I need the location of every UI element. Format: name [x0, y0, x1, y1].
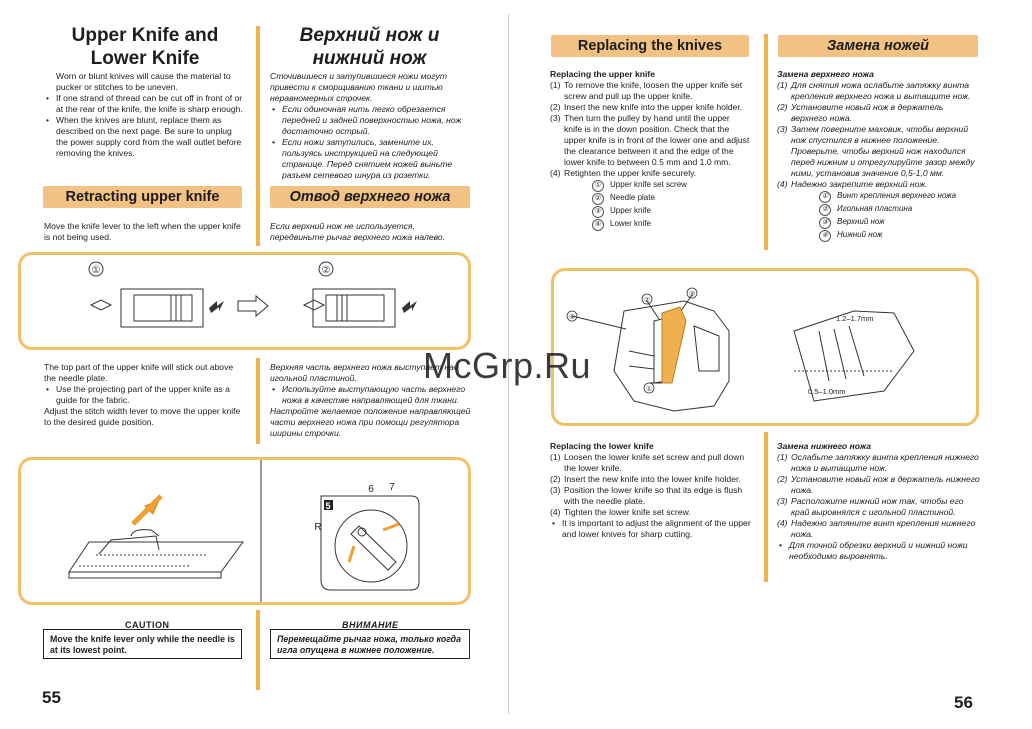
upper-step-ru-2-text: Установите новый нож в держатель верхнего ножа. [791, 102, 944, 123]
lower-bullet-en: • It is important to adjust the alignment of the upper and lower knives for sharp cutting. [550, 518, 753, 540]
part-en-1-num: ① [592, 180, 604, 192]
intro-ru [270, 71, 470, 181]
upper-knife-heading-en: Replacing the upper knife [550, 69, 656, 79]
guide-en [44, 362, 244, 428]
upper-step-ru-4-text: Надежно закрепите верхний нож. [791, 179, 928, 189]
caution-box-ru: Перемещайте рычаг ножа, только когда игла опущена в нижнее положение. [270, 629, 470, 659]
banner-replace-ru: Замена ножей [778, 35, 978, 57]
upper-step-ru-1 [777, 80, 982, 102]
retract-ru: Если верхний нож не используется, передвиньте рычаг верхнего ножа налево. [270, 221, 446, 242]
banner-replace-en: Replacing the knives [551, 35, 749, 57]
fig3-label-4: ④ [568, 314, 576, 321]
intro-en [44, 71, 244, 159]
guide-en-bullet: • Use the projecting part of the upper knife as a guide for the fabric. [44, 384, 244, 406]
bullet-en-2: • When the knives are blunt, replace them as described on the next page. Be sure to unplug the power supply cord from the wall outlet before removing the knives. [44, 115, 244, 159]
part-ru-4-num: ④ [819, 230, 831, 242]
part-en-4-num: ④ [592, 219, 604, 231]
part-ru-2-text: Игольная пластина [837, 204, 913, 213]
upper-step-en-3-text: Then turn the pulley by hand until the upper knife is in the down position. Check that the upper knife is in front of the lower one and adjust the clearance between it and the edge of the lower knife to between 0.5 mm and 1.0 mm. [564, 113, 750, 167]
knife-lever-drawing [21, 255, 468, 347]
lower-step-en-2-num: (2) [550, 474, 561, 484]
part-en-2-text: Needle plate [610, 193, 655, 202]
dial-label-5: 5 [325, 501, 331, 511]
lower-step-ru-2 [777, 474, 982, 496]
dial-label-r: R [314, 522, 322, 533]
upper-step-ru-3-text: Затем поверните маховик, чтобы верхний нож спустился в нижнее положение. Проверьте, чтобы верхний нож находился перед нижним и отрегулируйте зазор между ними, установив значение 0,5-1,0 мм. [791, 124, 975, 178]
guide-ru-text-2: Настройте желаемое положение направляющей части верхнего ножа при помощи регулятора ширины строчки. [270, 406, 471, 438]
upper-step-ru-2 [777, 102, 982, 124]
title-ru-line2: нижний нож [312, 48, 427, 69]
banner-retract-en: Retracting upper knife [43, 186, 242, 208]
upper-step-en-2 [550, 102, 750, 113]
fig1-label-2: ② [321, 265, 331, 276]
title-ru [262, 24, 477, 70]
lower-step-ru-2-num: (2) [777, 474, 788, 484]
upper-step-en-1 [550, 80, 750, 102]
part-en-3-num: ③ [592, 206, 604, 218]
lower-step-ru-4 [777, 518, 982, 540]
lower-knife-heading-en: Replacing the lower knife [550, 441, 654, 451]
page-number-right: 56 [954, 693, 973, 712]
figure-guide-dial [18, 457, 471, 605]
upper-step-ru-3 [777, 124, 982, 179]
fig3-label-3: ③ [688, 291, 696, 298]
guide-en-text-2: Adjust the stitch width lever to move the upper knife to the desired guide position. [44, 406, 241, 427]
guide-ru-bullet: • Используйте выступающую часть верхнего ножа в качестве направляющей для ткани. [270, 384, 475, 406]
upper-step-ru-3-num: (3) [777, 124, 788, 134]
upper-step-en-3 [550, 113, 750, 168]
part-en-1-text: Upper knife set screw [610, 180, 687, 189]
lower-step-ru-4-text: Надежно затяните винт крепления нижнего ножа. [791, 518, 976, 539]
dial-label-7: 7 [389, 482, 395, 493]
part-ru-4-text: Нижний нож [837, 230, 883, 239]
part-en-3 [592, 205, 750, 218]
part-ru-2 [819, 203, 982, 216]
parts-list-ru [777, 190, 982, 242]
bullet-ru-1: • Если одиночная нить легко обрезается передней и задней поверхностью ножа, нож достаточно острый. [270, 104, 470, 137]
lower-step-ru-1-num: (1) [777, 452, 788, 462]
upper-step-en-3-num: (3) [550, 113, 561, 123]
lower-bullet-ru: • Для точной обрезки верхний и нижний ножи необходимо выровнять. [777, 540, 982, 562]
fig3-label-2: ② [643, 297, 651, 304]
caution-heading-ru: ВНИМАНИЕ [342, 620, 399, 630]
retract-en: Move the knife lever to the left when the upper knife is not being used. [44, 221, 241, 242]
upper-step-en-1-num: (1) [550, 80, 561, 90]
guide-dial-drawing [21, 460, 468, 602]
title-en [40, 24, 250, 70]
bullet-ru-2: • Если ножи затупились, замените их, пользуясь инструкцией на следующей странице. Перед снятием ножей выньте разъем сетевого шнура из розетки. [270, 137, 470, 181]
part-ru-3 [819, 216, 982, 229]
lower-knife-heading-ru: Замена нижнего ножа [777, 441, 872, 451]
lower-step-ru-2-text: Установите новый нож в держатель нижнего ножа. [791, 474, 980, 495]
dial-label-6: 6 [368, 484, 374, 495]
intro-ru-text: Сточившиеся и затупившиеся ножи могут привести к сморщиванию ткани и шитью неравномерных строчек. [270, 71, 447, 103]
right-divider-bottom [764, 432, 768, 582]
lower-knife-en [550, 441, 753, 540]
left-divider-bottom [256, 610, 260, 690]
fig3-label-1: ① [645, 386, 653, 393]
upper-knife-en [550, 69, 750, 231]
lower-step-en-2-text: Insert the new knife into the lower knife holder. [564, 474, 741, 484]
part-ru-1-num: ① [819, 191, 831, 203]
part-en-2-num: ② [592, 193, 604, 205]
lower-knife-ru [777, 441, 982, 562]
part-en-4 [592, 218, 750, 231]
lower-step-en-1-num: (1) [550, 452, 561, 462]
part-ru-4 [819, 229, 982, 242]
watermark: McGrp.Ru [423, 345, 592, 386]
left-divider-mid [256, 358, 260, 444]
lower-step-en-4 [550, 507, 753, 518]
intro-en-text: Worn or blunt knives will cause the material to pucker or stitches to be uneven. [56, 71, 231, 92]
guide-en-text-1: The top part of the upper knife will stick out above the needle plate. [44, 362, 234, 383]
part-en-1 [592, 179, 750, 192]
bullet-en-1: • If one strand of thread can be cut off in front of or at the rear of the knife, the knife is sharp enough. [44, 93, 244, 115]
lower-step-ru-3 [777, 496, 982, 518]
left-divider-top [256, 26, 260, 246]
part-ru-2-num: ② [819, 204, 831, 216]
lower-step-ru-3-text: Расположите нижний нож так, чтобы его край выровнялся с игольной пластиной. [791, 496, 964, 517]
figure-knife-replacement [551, 268, 979, 426]
figure-knife-lever [18, 252, 471, 350]
part-ru-1 [819, 190, 982, 203]
banner-retract-ru: Отвод верхнего ножа [270, 186, 470, 208]
lower-step-en-4-text: Tighten the lower knife set screw. [564, 507, 691, 517]
parts-list-en [550, 179, 750, 231]
upper-step-ru-4 [777, 179, 982, 190]
lower-step-ru-1-text: Ослабьте затяжку винта крепления нижнего ножа и вытащите нож. [791, 452, 979, 473]
lower-step-ru-3-num: (3) [777, 496, 788, 506]
upper-step-ru-2-num: (2) [777, 102, 788, 112]
upper-knife-ru [777, 69, 982, 242]
upper-step-en-1-text: To remove the knife, loosen the upper knife set screw and pull up the upper knife. [564, 80, 743, 101]
guide-ru-text-1: Верхняя часть верхнего ножа выступает над игольной пластиной. [270, 362, 459, 383]
lower-step-ru-1 [777, 452, 982, 474]
upper-step-en-4 [550, 168, 750, 179]
title-en-line1: Upper Knife and [71, 25, 219, 46]
page-number-left: 55 [42, 688, 61, 707]
upper-step-en-2-text: Insert the new knife into the upper knife holder. [564, 102, 743, 112]
lower-step-en-3-num: (3) [550, 485, 561, 495]
title-en-line2: Lower Knife [90, 48, 200, 69]
fig1-label-1: ① [91, 265, 101, 276]
lower-step-en-3-text: Position the lower knife so that its edge is flush with the needle plate. [564, 485, 743, 506]
title-ru-line1: Верхний нож и [299, 25, 440, 46]
part-ru-3-text: Верхний нож [837, 217, 885, 226]
caution-box-en: Move the knife lever only while the needle is at its lowest point. [43, 629, 242, 659]
part-en-3-text: Upper knife [610, 206, 651, 215]
caution-heading-en: CAUTION [125, 620, 170, 630]
upper-step-en-4-text: Retighten the upper knife securely. [564, 168, 697, 178]
knife-replacement-drawing [554, 271, 976, 423]
dimension-lower: 0.5–1.0mm [808, 387, 846, 396]
lower-step-en-2 [550, 474, 753, 485]
lower-step-en-1-text: Loosen the lower knife set screw and pull down the lower knife. [564, 452, 745, 473]
lower-step-en-1 [550, 452, 753, 474]
dimension-upper: 1.2–1.7mm [836, 314, 874, 323]
upper-step-ru-1-num: (1) [777, 80, 788, 90]
upper-step-ru-1-text: Для снятия ножа ослабьте затяжку винта крепления верхнего ножа и вытащите нож. [791, 80, 971, 101]
lower-step-ru-4-num: (4) [777, 518, 788, 528]
upper-knife-heading-ru: Замена верхнего ножа [777, 69, 874, 79]
part-ru-1-text: Винт крепления верхнего ножа [837, 191, 957, 200]
lower-step-en-3 [550, 485, 753, 507]
part-ru-3-num: ③ [819, 217, 831, 229]
upper-step-en-4-num: (4) [550, 168, 561, 178]
upper-step-ru-4-num: (4) [777, 179, 788, 189]
lower-step-en-4-num: (4) [550, 507, 561, 517]
upper-step-en-2-num: (2) [550, 102, 561, 112]
part-en-2 [592, 192, 750, 205]
part-en-4-text: Lower knife [610, 219, 651, 228]
right-divider-top [764, 34, 768, 250]
